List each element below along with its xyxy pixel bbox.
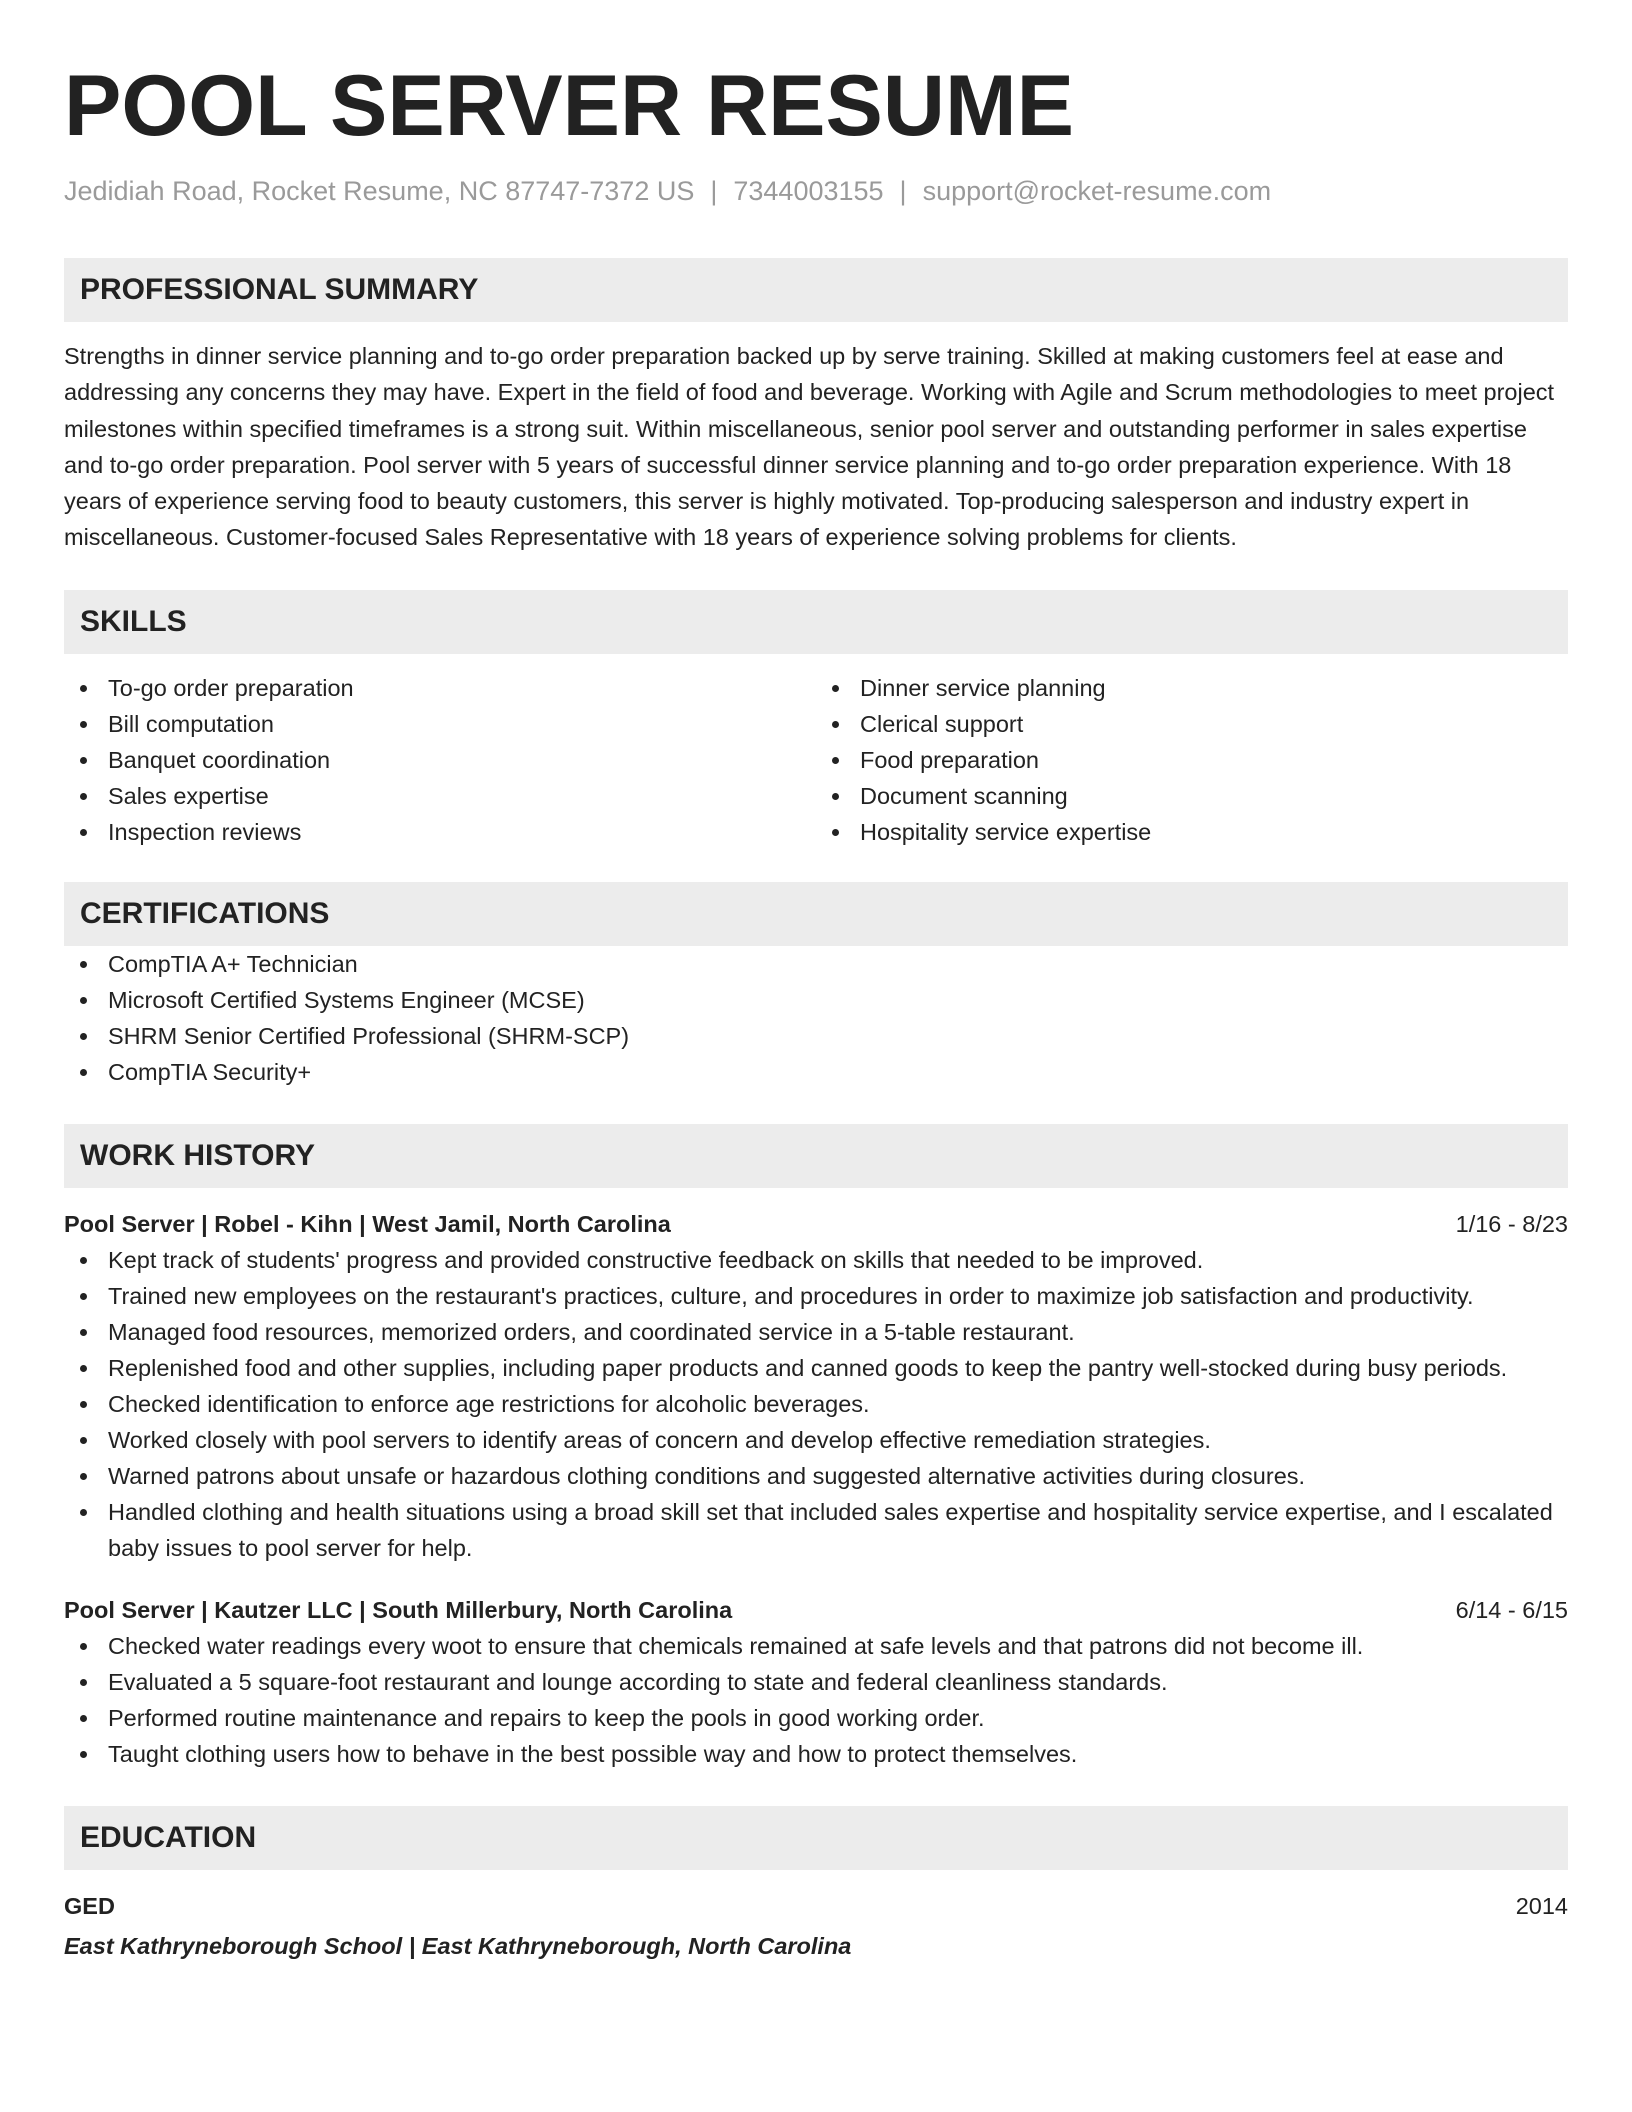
education-header (64, 1888, 1568, 1924)
bullet-dot (80, 793, 87, 800)
summary-text: Strengths in dinner service planning and to-go order preparation backed up by serve training. Skilled at making customers feel at ease and addressing any concerns they may have. Expert in the field of food and beverage. Working with Agile and Scrum methodologies to meet project milestones within specified timeframes is a strong suit. Within miscellaneous, senior pool server and outstanding performer in sales expertise and to-go order preparation. Pool server with 5 years of successful dinner service planning and to-go order preparation experience. With 18 years of experience serving food to beauty customers, this server is highly motivated. Top-producing salesperson and industry expert in miscellaneous. Customer-focused Sales Representative with 18 years of experience solving problems for clients. (64, 343, 1555, 551)
education-degree: GED (64, 1892, 115, 1919)
job-duty-item: Performed routine maintenance and repairs to keep the pools in good working order. (64, 1700, 1568, 1736)
skills-list-left (64, 670, 816, 850)
section-heading-summary: PROFESSIONAL SUMMARY (64, 258, 1568, 322)
bullet-dot (80, 961, 87, 968)
bullet-dot (80, 1437, 87, 1444)
job-duties-list (64, 1242, 1568, 1566)
bullet-dot (832, 757, 839, 764)
skill-item: Bill computation (64, 706, 816, 742)
skill-item: Banquet coordination (64, 742, 816, 778)
education-school: East Kathryneborough School | East Kathryneborough, North Carolina (64, 1932, 852, 1959)
skills-column-right (816, 670, 1568, 850)
bullet-dot (832, 829, 839, 836)
job-duty-item: Managed food resources, memorized orders, and coordinated service in a 5-table restaurant. (64, 1314, 1568, 1350)
skills-column-left (64, 670, 816, 850)
job-dates: 6/14 - 6/15 (1455, 1596, 1568, 1623)
bullet-dot (80, 1033, 87, 1040)
job-duty-item: Taught clothing users how to behave in the best possible way and how to protect themselves. (64, 1736, 1568, 1772)
bullet-dot (80, 1069, 87, 1076)
skill-item: Hospitality service expertise (816, 814, 1568, 850)
bullet-dot (80, 1329, 87, 1336)
bullet-dot (80, 1715, 87, 1722)
job-duty-item: Handled clothing and health situations using a broad skill set that included sales expertise and hospitality service expertise, and I escalated baby issues to pool server for help. (64, 1494, 1568, 1566)
bullet-dot (80, 829, 87, 836)
bullet-dot (80, 1401, 87, 1408)
job-duty-item: Replenished food and other supplies, including paper products and canned goods to keep the pantry well-stocked during busy periods. (64, 1350, 1568, 1386)
bullet-dot (80, 721, 87, 728)
contact-separator: | (710, 176, 718, 206)
skill-item: Inspection reviews (64, 814, 816, 850)
bullet-dot (80, 757, 87, 764)
job-header (64, 1206, 1568, 1242)
bullet-dot (80, 1751, 87, 1758)
bullet-dot (80, 1257, 87, 1264)
bullet-dot (80, 685, 87, 692)
education-year: 2014 (1515, 1892, 1568, 1919)
job-dates: 1/16 - 8/23 (1455, 1210, 1568, 1237)
bullet-dot (80, 1293, 87, 1300)
job-header (64, 1592, 1568, 1628)
contact-phone: 7344003155 (733, 176, 884, 206)
contact-line (64, 174, 1568, 208)
section-heading-work-history: WORK HISTORY (64, 1124, 1568, 1188)
job-duty-item: Warned patrons about unsafe or hazardous clothing conditions and suggested alternative activities during closures. (64, 1458, 1568, 1494)
contact-separator: | (899, 176, 907, 206)
certification-item: CompTIA A+ Technician (64, 946, 1568, 982)
skill-item: Document scanning (816, 778, 1568, 814)
job-duty-item: Checked water readings every woot to ensure that chemicals remained at safe levels and that patrons did not become ill. (64, 1628, 1568, 1664)
section-heading-certifications: CERTIFICATIONS (64, 882, 1568, 946)
resume-title: POOL SERVER RESUME (64, 58, 1074, 154)
bullet-dot (80, 1473, 87, 1480)
skill-item: Sales expertise (64, 778, 816, 814)
certification-item: CompTIA Security+ (64, 1054, 1568, 1090)
bullet-dot (80, 1643, 87, 1650)
job-title: Pool Server | Robel - Kihn | West Jamil, North Carolina (64, 1210, 671, 1237)
job-title: Pool Server | Kautzer LLC | South Millerbury, North Carolina (64, 1596, 733, 1623)
bullet-dot (80, 1365, 87, 1372)
certification-item: Microsoft Certified Systems Engineer (MCSE) (64, 982, 1568, 1018)
section-heading-skills: SKILLS (64, 590, 1568, 654)
bullet-dot (832, 721, 839, 728)
certifications-list (64, 946, 1568, 1090)
contact-address: Jedidiah Road, Rocket Resume, NC 87747-7372 US (64, 176, 695, 206)
job-duty-item: Trained new employees on the restaurant's practices, culture, and procedures in order to maximize job satisfaction and productivity. (64, 1278, 1568, 1314)
contact-email: support@rocket-resume.com (922, 176, 1272, 206)
job-duty-item: Evaluated a 5 square-foot restaurant and lounge according to state and federal cleanliness standards. (64, 1664, 1568, 1700)
skills-grid (64, 670, 1568, 850)
section-heading-education: EDUCATION (64, 1806, 1568, 1870)
skill-item: Dinner service planning (816, 670, 1568, 706)
bullet-dot (80, 997, 87, 1004)
skill-item: Clerical support (816, 706, 1568, 742)
job-duty-item: Kept track of students' progress and provided constructive feedback on skills that needed to be improved. (64, 1242, 1568, 1278)
skill-item: To-go order preparation (64, 670, 816, 706)
bullet-dot (80, 1509, 87, 1516)
bullet-dot (832, 793, 839, 800)
job-duties-list (64, 1628, 1568, 1772)
certification-item: SHRM Senior Certified Professional (SHRM-SCP) (64, 1018, 1568, 1054)
job-duty-item: Checked identification to enforce age restrictions for alcoholic beverages. (64, 1386, 1568, 1422)
job-duty-item: Worked closely with pool servers to identify areas of concern and develop effective remediation strategies. (64, 1422, 1568, 1458)
skills-list-right (816, 670, 1568, 850)
bullet-dot (80, 1679, 87, 1686)
bullet-dot (832, 685, 839, 692)
skill-item: Food preparation (816, 742, 1568, 778)
